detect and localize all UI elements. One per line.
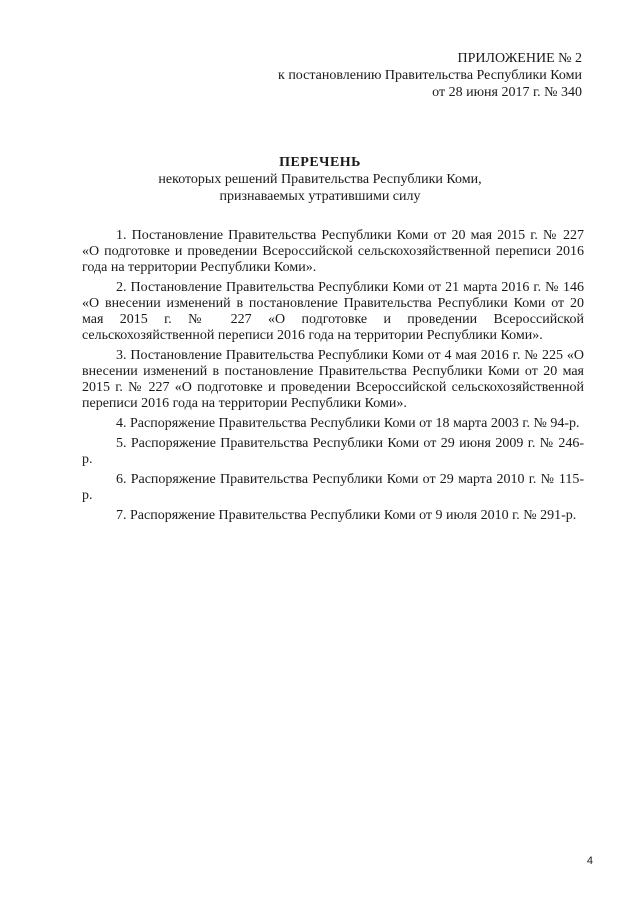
document-subtitle-line-2: признаваемых утратившими силу [219, 189, 421, 204]
appendix-header [278, 50, 582, 101]
list-item-7: 7. Распоряжение Правительства Республики Коми от 9 июля 2010 г. № 291-р. [116, 508, 577, 523]
document-title: ПЕРЕЧЕНЬ [279, 155, 361, 170]
list-item-5: 5. Распоряжение Правительства Республики Коми от 29 июня 2009 г. № 246-р. [82, 436, 584, 467]
list-item-3: 3. Постановление Правительства Республики Коми от 4 мая 2016 г. № 225 «О внесении изменений в постановление Правительства Республики Коми от 20 мая 2015 г. № 227 «О подготовке и проведении Всероссийской сельскохозяйственной переписи 2016 года на территории Республики Коми». [82, 348, 584, 411]
appendix-reference: к постановлению Правительства Республики Коми [278, 68, 582, 83]
list-item-4: 4. Распоряжение Правительства Республики Коми от 18 марта 2003 г. № 94-р. [116, 416, 580, 431]
document-heading [0, 154, 640, 205]
page-number: 4 [586, 855, 593, 867]
document-subtitle-line-1: некоторых решений Правительства Республики Коми, [158, 172, 482, 187]
appendix-date: от 28 июня 2017 г. № 340 [432, 85, 582, 100]
list-item-6: 6. Распоряжение Правительства Республики Коми от 29 марта 2010 г. № 115-р. [82, 472, 584, 503]
list-item-1: 1. Постановление Правительства Республики Коми от 20 мая 2015 г. № 227 «О подготовке и проведении Всероссийской сельскохозяйственной переписи 2016 года на территории Республики Коми». [82, 228, 584, 275]
appendix-number: ПРИЛОЖЕНИЕ № 2 [457, 51, 582, 66]
decisions-list [82, 228, 584, 528]
list-item-2: 2. Постановление Правительства Республики Коми от 21 марта 2016 г. № 146 «О внесении изменений в постановление Правительства Республики Коми от 20 мая 2015 г. № 227 «О подготовке и проведении Всероссийской сельскохозяйственной переписи 2016 года на территории Республики Коми». [82, 280, 584, 343]
